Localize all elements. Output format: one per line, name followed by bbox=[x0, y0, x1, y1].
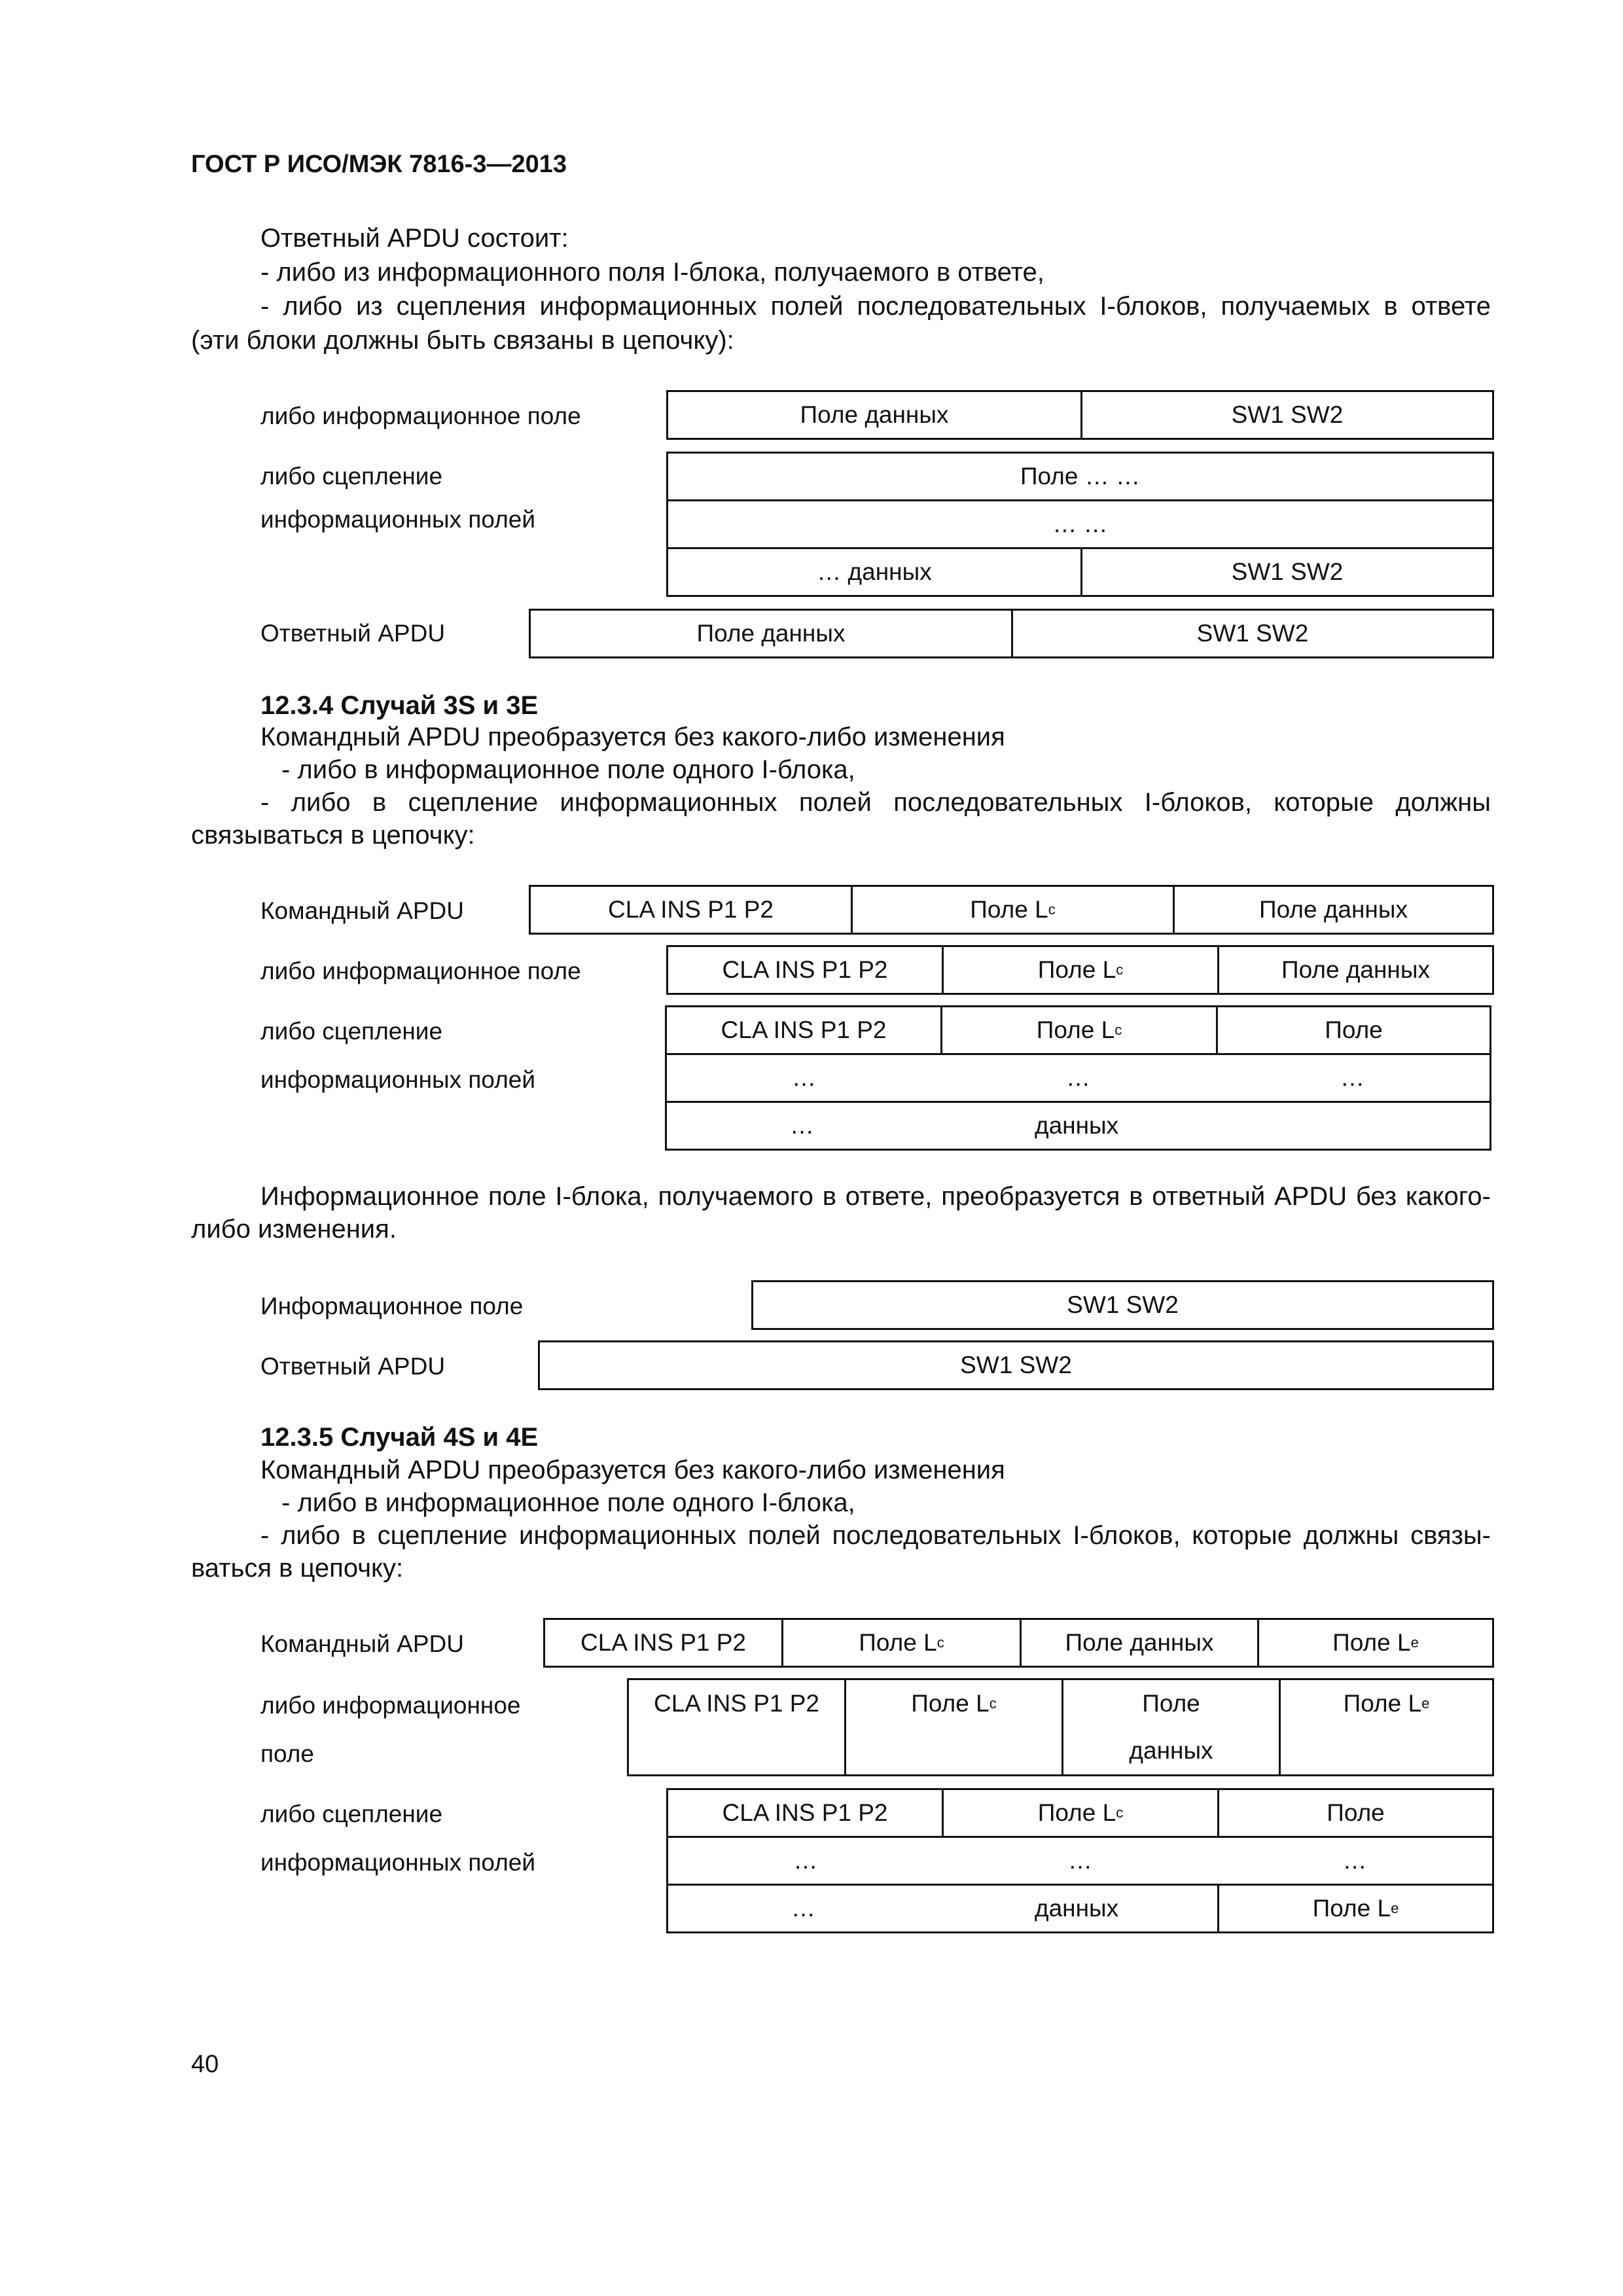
le-subscript: e bbox=[1410, 1634, 1419, 1651]
label-response-apdu: Ответный APDU bbox=[260, 620, 446, 647]
label-chain-1: либо сцепление bbox=[260, 463, 443, 490]
cell-lc bbox=[781, 1618, 1022, 1668]
label-chain-2: информационных полей bbox=[260, 506, 536, 533]
cell-pole: Поле bbox=[1217, 1788, 1494, 1838]
dots-2: … bbox=[1067, 1847, 1092, 1874]
section-title-4s-4e: 12.3.5 Случай 4S и 4E bbox=[260, 1423, 539, 1452]
label-info-field: либо информационное поле bbox=[260, 958, 581, 984]
lc-text: Поле L bbox=[1037, 956, 1116, 983]
cell-lc bbox=[844, 1678, 1063, 1776]
cell-cla-ins-p1-p2: CLA INS P1 P2 bbox=[665, 1005, 942, 1055]
cell-end-row bbox=[665, 1101, 1491, 1151]
cell-dots-row bbox=[666, 1836, 1494, 1886]
cell-sw1-sw2: SW1 SW2 bbox=[1080, 390, 1494, 440]
lc-subscript: c bbox=[1116, 1804, 1124, 1821]
cell-chain-row-1: Поле … … bbox=[666, 452, 1494, 501]
resp-item-2-line-2: (эти блоки должны быть связаны в цепочку): bbox=[191, 326, 734, 355]
dots-2: … bbox=[1066, 1064, 1090, 1091]
cell-le bbox=[1257, 1618, 1494, 1668]
cell-data-field-stacked bbox=[1061, 1678, 1281, 1776]
label-info-field: либо информационное поле bbox=[260, 403, 581, 429]
s3-para-3-line-2: связываться в цепочку: bbox=[191, 821, 475, 850]
lc-subscript: c bbox=[1115, 1022, 1122, 1038]
cell-apdu-sw: SW1 SW2 bbox=[538, 1340, 1494, 1390]
s4-para-1: Командный APDU преобразуется без какого-либо изменения bbox=[260, 1456, 1005, 1484]
dots-3: … bbox=[1342, 1847, 1367, 1874]
cell-dots-row bbox=[665, 1053, 1491, 1103]
dots-end: … bbox=[791, 1895, 815, 1922]
label-chain-1: либо сцепление bbox=[260, 1018, 443, 1045]
s4-para-3-line-1: - либо в сцепление информационных полей последовательных I-блоков, которые должны связы- bbox=[260, 1521, 1491, 1550]
cell-chain-sw: SW1 SW2 bbox=[1080, 547, 1494, 597]
cell-lc bbox=[940, 1005, 1218, 1055]
cell-le bbox=[1217, 1884, 1494, 1933]
cell-lc bbox=[851, 885, 1175, 935]
s3-after-line-2: либо изменения. bbox=[191, 1215, 397, 1244]
cell-apdu-data: Поле данных bbox=[529, 609, 1013, 658]
cell-data-field: Поле данных bbox=[1217, 945, 1494, 995]
cell-sw1-sw2: SW1 SW2 bbox=[751, 1280, 1494, 1330]
dots-1: … bbox=[792, 1064, 816, 1091]
page-number: 40 bbox=[191, 2051, 219, 2078]
label-info-field-2: поле bbox=[260, 1740, 314, 1767]
cell-data-field: Поле данных bbox=[1173, 885, 1494, 935]
le-subscript: e bbox=[1391, 1900, 1399, 1916]
resp-item-1: - либо из информационного поля I-блока, получаемого в ответе, bbox=[260, 258, 1044, 287]
resp-item-2-line-1: - либо из сцепления информационных полей последовательных I-блоков, получаемых в ответе bbox=[260, 292, 1491, 321]
cell-pole: Поле bbox=[1216, 1005, 1491, 1055]
dannykh-text: данных bbox=[1035, 1895, 1119, 1922]
cell-data-field: Поле данных bbox=[1020, 1618, 1259, 1668]
cell-cla-ins-p1-p2: CLA INS P1 P2 bbox=[627, 1678, 846, 1776]
cell-chain-row-2: … … bbox=[666, 499, 1494, 549]
cell-lc bbox=[942, 945, 1219, 995]
s3-after-line-1: Информационное поле I-блока, получаемого в ответе, преобразуется в ответный APDU без какого- bbox=[260, 1182, 1491, 1211]
dannykh-text: данных bbox=[1129, 1737, 1213, 1764]
cell-apdu-sw: SW1 SW2 bbox=[1011, 609, 1494, 658]
lc-text: Поле L bbox=[1037, 1799, 1116, 1826]
label-info-field-2: Информационное поле bbox=[260, 1293, 524, 1319]
label-chain-2: информационных полей bbox=[260, 1849, 536, 1876]
section-title-3s-3e: 12.3.4 Случай 3S и 3E bbox=[260, 691, 539, 720]
s3-para-1: Командный APDU преобразуется без какого-либо изменения bbox=[260, 723, 1005, 751]
pole-text: Поле bbox=[1142, 1690, 1200, 1717]
label-chain-2: информационных полей bbox=[260, 1066, 536, 1093]
dannykh-text: данных bbox=[1035, 1112, 1119, 1139]
cell-le bbox=[1279, 1678, 1494, 1776]
cell-cla-ins-p1-p2: CLA INS P1 P2 bbox=[529, 885, 853, 935]
cell-cla-ins-p1-p2: CLA INS P1 P2 bbox=[666, 1788, 944, 1838]
lc-text: Поле L bbox=[970, 896, 1048, 923]
lc-text: Поле L bbox=[911, 1690, 990, 1717]
lc-text: Поле L bbox=[859, 1629, 937, 1656]
s4-para-3-line-2: ваться в цепочку: bbox=[191, 1554, 404, 1583]
cell-cla-ins-p1-p2: CLA INS P1 P2 bbox=[543, 1618, 783, 1668]
s3-para-3-line-1: - либо в сцепление информационных полей последовательных I-блоков, которые должны bbox=[260, 788, 1491, 817]
dots-3: … bbox=[1340, 1064, 1364, 1091]
cell-lc bbox=[942, 1788, 1219, 1838]
lc-subscript: c bbox=[989, 1695, 997, 1712]
resp-intro: Ответный APDU состоит: bbox=[260, 224, 569, 253]
lc-subscript: c bbox=[1048, 901, 1056, 918]
cell-cla-ins-p1-p2: CLA INS P1 P2 bbox=[666, 945, 944, 995]
dots-1: … bbox=[793, 1847, 818, 1874]
le-text: Поле L bbox=[1312, 1895, 1391, 1922]
label-command-apdu: Командный APDU bbox=[260, 897, 464, 924]
cell-chain-data-end: … данных bbox=[666, 547, 1082, 597]
le-text: Поле L bbox=[1332, 1629, 1411, 1656]
label-chain-1: либо сцепление bbox=[260, 1801, 443, 1827]
document-header: ГОСТ Р ИСО/МЭК 7816-3—2013 bbox=[191, 151, 567, 178]
s3-para-2: - либо в информационное поле одного I-блока, bbox=[281, 755, 855, 784]
cell-end-row bbox=[666, 1884, 1219, 1933]
s4-para-2: - либо в информационное поле одного I-блока, bbox=[281, 1488, 855, 1517]
lc-subscript: c bbox=[936, 1634, 944, 1651]
label-command-apdu: Командный APDU bbox=[260, 1630, 464, 1657]
le-subscript: e bbox=[1421, 1695, 1430, 1712]
le-text: Поле L bbox=[1343, 1690, 1422, 1717]
label-response-apdu: Ответный APDU bbox=[260, 1353, 446, 1380]
lc-subscript: c bbox=[1116, 961, 1124, 978]
lc-text: Поле L bbox=[1036, 1016, 1115, 1043]
cell-data-field: Поле данных bbox=[666, 390, 1082, 440]
label-info-field-1: либо информационное bbox=[260, 1692, 521, 1719]
dots-end: … bbox=[790, 1112, 814, 1139]
